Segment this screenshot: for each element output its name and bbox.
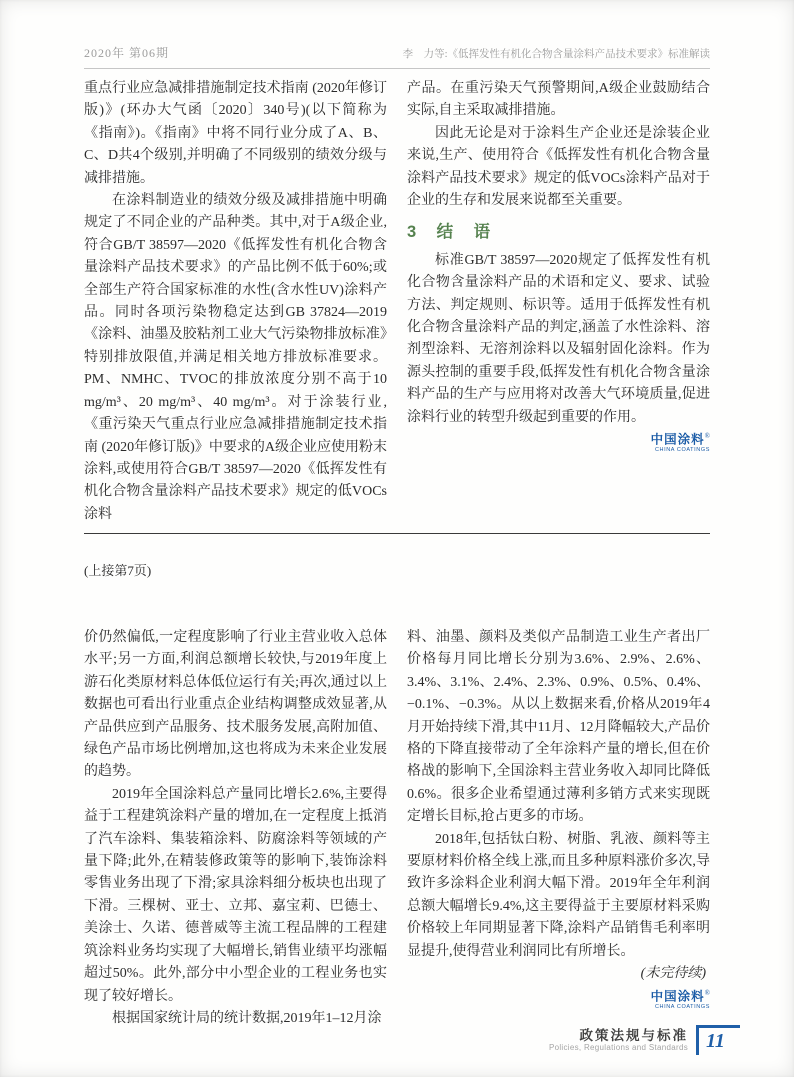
article-bottom-right-column <box>407 627 710 1030</box>
article-bottom-left-column <box>84 627 387 1030</box>
continued-from-note: (上接第7页) <box>84 563 152 578</box>
article-top-left-column <box>84 78 387 526</box>
to-be-continued-note: (未完待续) <box>640 966 706 982</box>
logo-cn-line <box>407 433 710 448</box>
logo-cn-text: 中国涂料 <box>650 989 705 1004</box>
paragraph: 2019年全国涂料总产量同比增长2.6%,主要得益于工程建筑涂料产量的增加,在一定程度上抵消了汽车涂料、集装箱涂料、防腐涂料等领域的产量下降;此外,在精装修政策等的影响下,装饰涂料零售业务出现了下滑;家具涂料细分板块也出现了下滑。三棵树、亚士、立邦、嘉宝莉、巴德士、美涂士、久诺、德普威等主流工程品牌的工程建筑涂料业务均实现了大幅增长,销售业绩平均涨幅超过50%。此外,部分中小型企业的工程业务也实现了较好增长。 <box>84 786 387 1004</box>
section-heading-conclusion: 3 结 语 <box>407 223 493 242</box>
paragraph: 根据国家统计局的统计数据,2019年1–12月涂 <box>112 1010 382 1026</box>
running-title: 李 力等:《低挥发性有机化合物含量涂料产品技术要求》标准解读 <box>402 49 710 60</box>
footer-section-labels <box>549 1028 688 1053</box>
page-footer <box>549 1025 740 1055</box>
paragraph: 料、油墨、颜料及类似产品制造工业生产者出厂价格每月同比增长分别为3.6%、2.9%、2.6%、3.4%、3.1%、2.4%、2.3%、0.9%、0.5%、0.4%、−0.1%、−0.3%。从以上数据来看,价格从2019年4月开始持续下滑,其中11月、12月降幅较大,产品价格的下降直接带动了全年涂料产量的增长,但在价格战的影响下,全国涂料主营业务收入却同比降低0.6%。很多企业希望通过薄利多销方式来实现既定增长目标,抢占更多的市场。 <box>407 630 710 825</box>
page-number: 11 <box>706 1029 725 1052</box>
issue-label: 2020年 第06期 <box>84 46 170 60</box>
article-top <box>84 78 710 526</box>
page-number-bracket <box>696 1025 740 1055</box>
china-coatings-logo <box>407 990 710 1011</box>
paragraph: 因此无论是对于涂料生产企业还是涂装企业来说,生产、使用符合《低挥发性有机化合物含量涂料产品技术要求》规定的低VOCs涂料产品对于企业的生存和发展来说都至关重要。 <box>407 125 710 209</box>
paragraph: 在涂料制造业的绩效分级及减排措施中明确规定了不同企业的产品种类。其中,对于A级企业,符合GB/T 38597—2020《低挥发性有机化合物含量涂料产品技术要求》的产品比例不低于60%;或全部生产符合国家标准的水性(含水性UV)涂料产品。同时各项污染物稳定达到GB 37824—2019《涂料、油墨及胶粘剂工业大气污染物排放标准》特别排放限值,并满足相关地方排放标准要求。PM、NMHC、TVOC的排放浓度分别不高于10 mg/m³、20 mg/m³、40 mg/m³。对于涂装行业,《重污染天气重点行业应急减排措施制定技术指南 (2020年修订版)》中要求的A级企业应使用粉末涂料,或使用符合GB/T 38597—2020《低挥发性有机化合物含量涂料产品技术要求》规定的低VOCs涂料 <box>84 193 387 522</box>
paragraph: 价仍然偏低,一定程度影响了行业主营业收入总体水平;另一方面,利润总额增长较快,与2019年度上游石化类原材料总体低位运行有关;再次,通过以上数据也可看出行业重点企业结构调整成效显著,从产品供应到产品服务、技术服务发展,高附加值、绿色产品市场比例增加,这也将成为未来企业发展的趋势。 <box>84 630 387 780</box>
logo-cn-text: 中国涂料 <box>650 432 705 447</box>
logo-cn-line <box>407 990 710 1005</box>
registered-mark-icon: ® <box>704 432 710 441</box>
paragraph: 重点行业应急减排措施制定技术指南 (2020年修订版)》(环办大气函〔2020〕340号)(以下简称为《指南》)。《指南》中将不同行业分成了A、B、C、D共4个级别,并明确了不同级别的绩效分级与减排措施。 <box>84 81 387 186</box>
footer-section-en: Policies, Regulations and Standards <box>548 1043 688 1053</box>
footer-section-cn: 政策法规与标准 <box>579 1027 688 1043</box>
paragraph: 2018年,包括钛白粉、树脂、乳液、颜料等主要原材料价格全线上涨,而且多种原料涨价多次,导致许多涂料企业利润大幅下滑。2019年全年利润总额大幅增长9.4%,这主要得益于主要原材料采购价格较上年同期显著下降,涂料产品销售毛利率明显提升,使得营业利润同比有所增长。 <box>407 831 710 959</box>
china-coatings-logo <box>407 433 710 454</box>
article-top-right-column <box>407 78 710 526</box>
article-bottom <box>84 627 710 1030</box>
logo-en-text: CHINA COATINGS <box>654 1003 710 1010</box>
registered-mark-icon: ® <box>704 988 710 997</box>
paragraph: 标准GB/T 38597—2020规定了低挥发性有机化合物含量涂料产品的术语和定义、要求、试验方法、判定规则、标识等。适用于低挥发性有机化合物含量涂料产品的判定,涵盖了水性涂料、溶剂型涂料、无溶剂涂料以及辐射固化涂料。作为源头控制的重要手段,低挥发性有机化合物含量涂料产品的生产与应用将对改善大气环境质量,促进涂料行业的转型升级起到重要的作用。 <box>407 252 710 425</box>
logo-en-text: CHINA COATINGS <box>654 447 710 454</box>
paragraph: 产品。在重污染天气预警期间,A级企业鼓励结合实际,自主采取减排措施。 <box>407 81 710 119</box>
page-header <box>84 44 710 69</box>
article-divider-rule <box>84 533 710 534</box>
